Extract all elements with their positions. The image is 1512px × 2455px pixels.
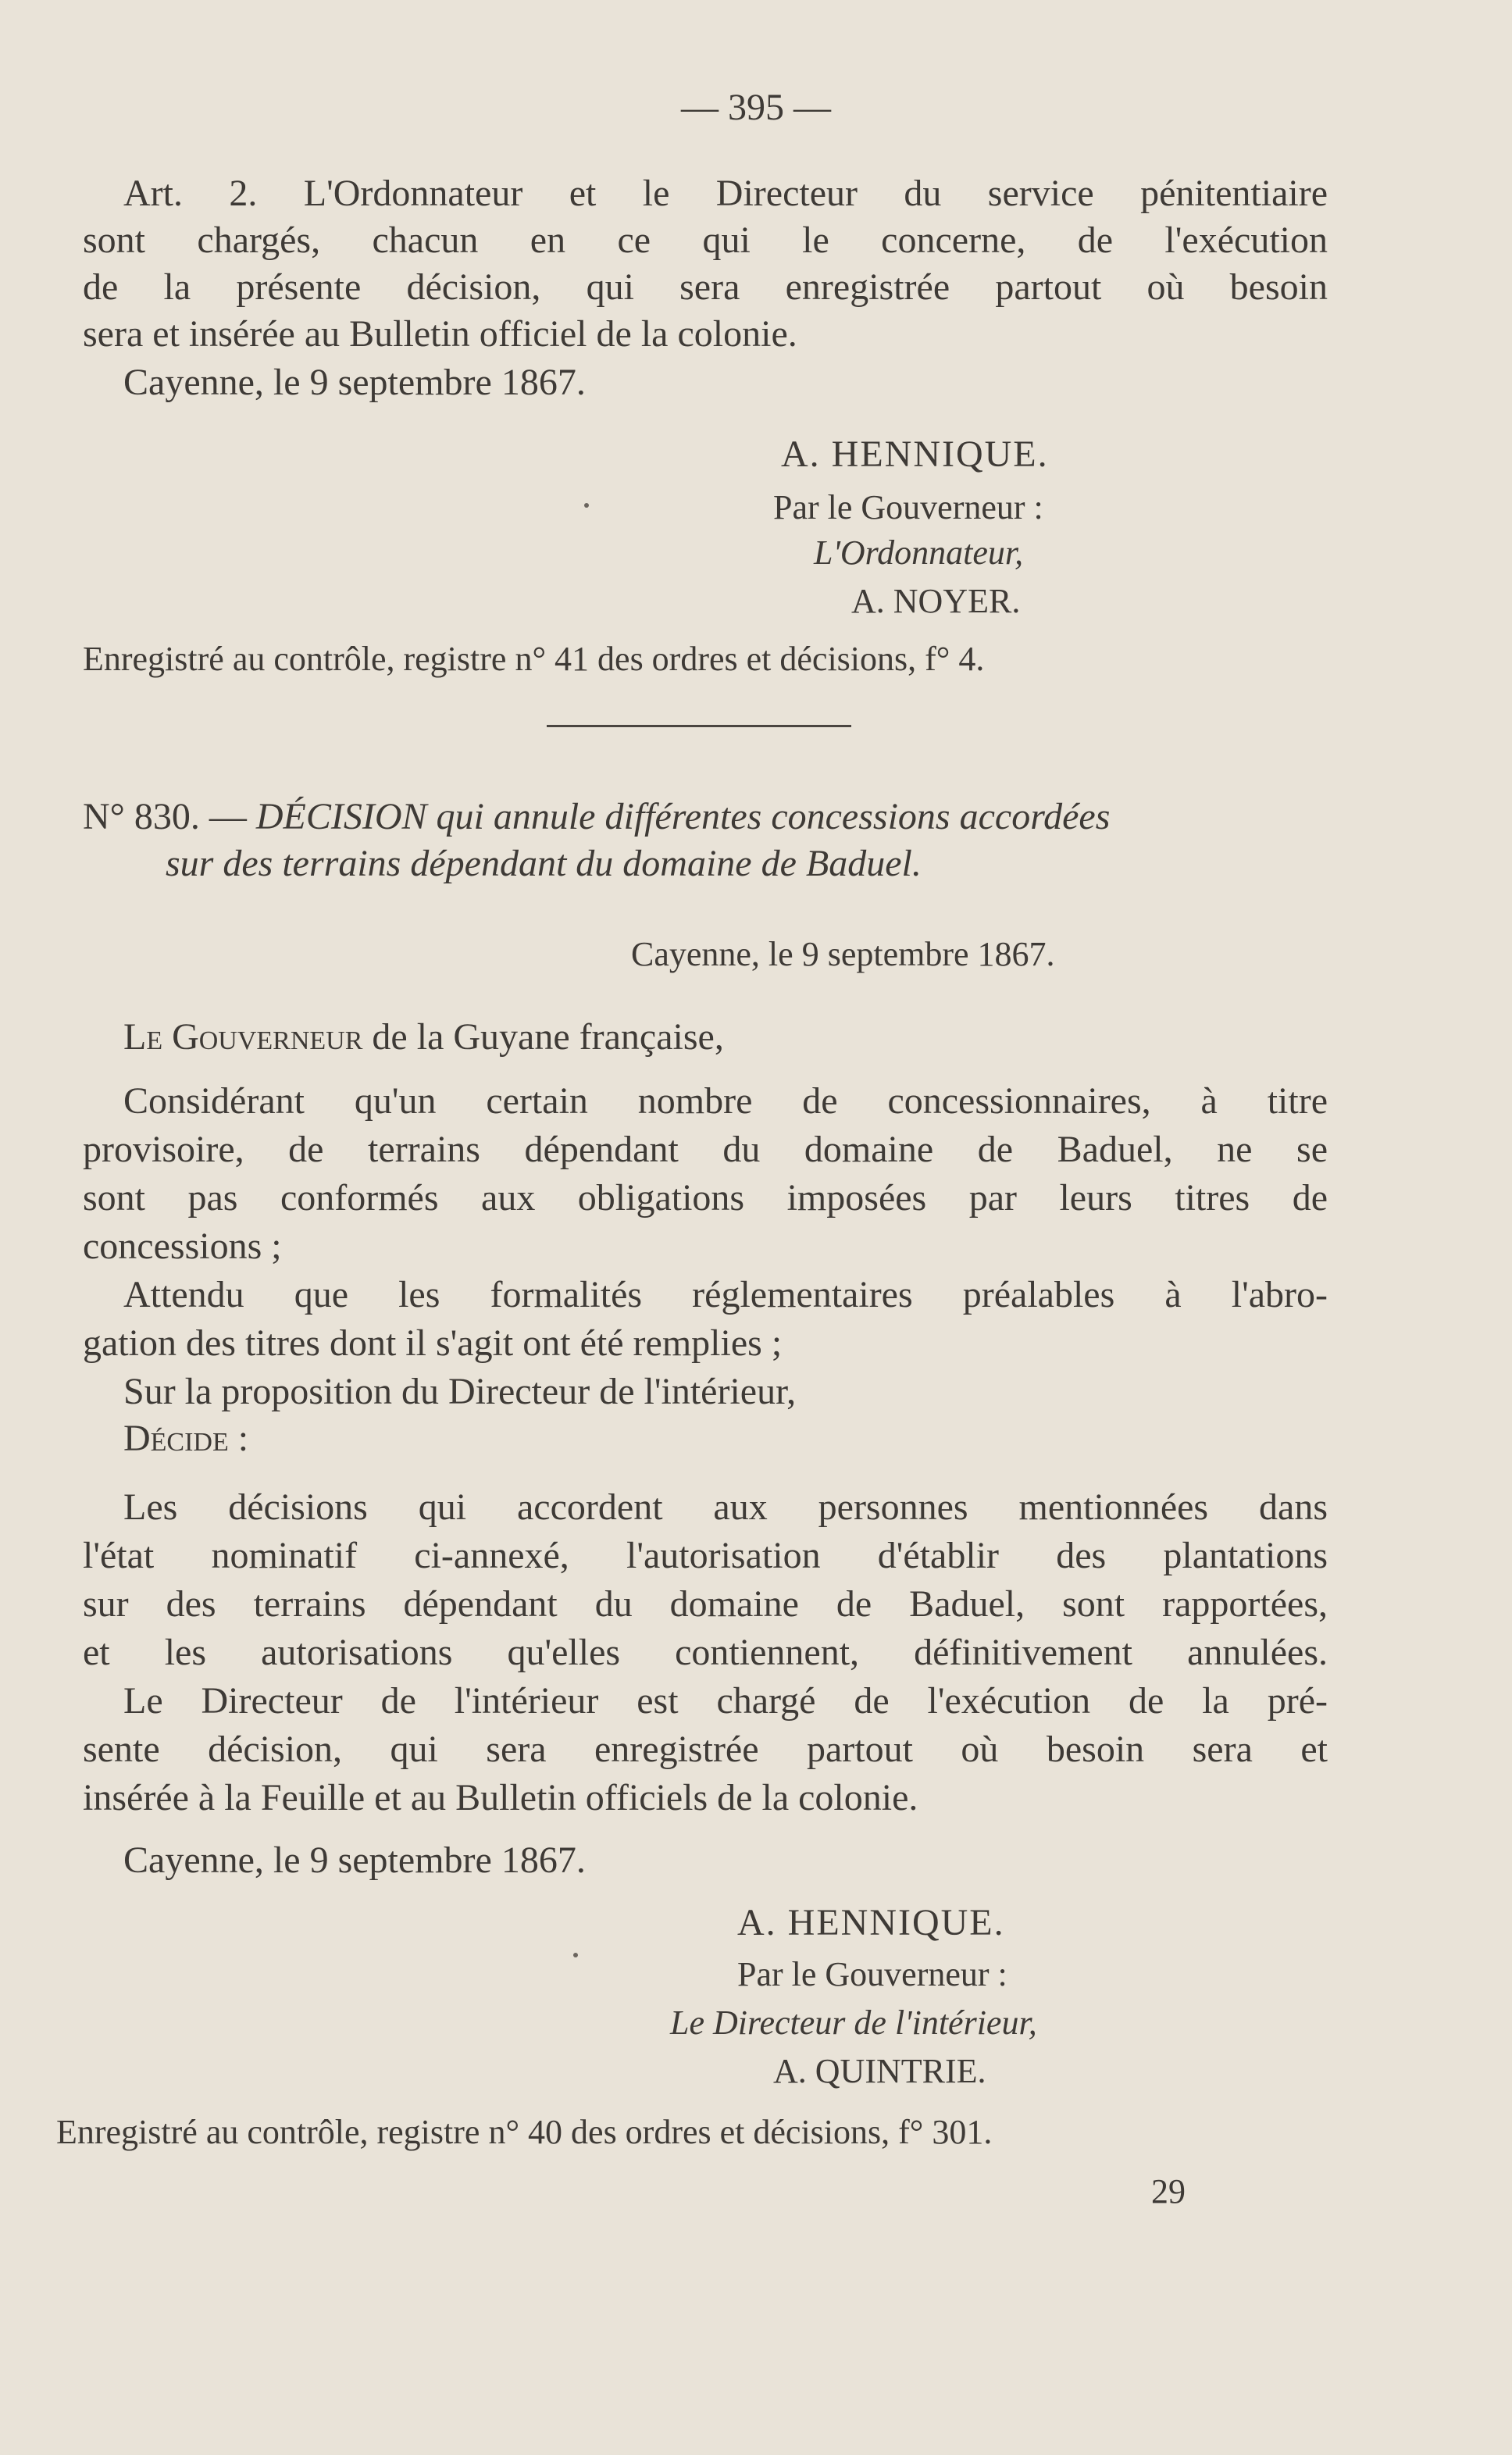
considering-line-4: concessions ; <box>83 1226 282 1267</box>
considering-line-2: provisoire, de terrains dépendant du domaine de Baduel, ne se <box>83 1129 1328 1170</box>
art2-by-governor: Par le Gouverneur : <box>773 488 1043 526</box>
art2-signature: A. HENNIQUE. <box>781 434 1049 475</box>
speck-mark-2 <box>573 1953 578 1957</box>
decision-registry: Enregistré au contrôle, registre n° 40 des ordres et décisions, f° 301. <box>56 2113 993 2151</box>
section-divider <box>547 725 851 727</box>
decision-line-1: Les décisions qui accordent aux personnes mentionnées dans <box>123 1486 1328 1528</box>
whereas-line-2: gation des titres dont il s'agit ont été remplies ; <box>83 1322 783 1364</box>
decision-signature: A. HENNIQUE. <box>737 1902 1005 1943</box>
decision-dateline: Cayenne, le 9 septembre 1867. <box>631 935 1055 973</box>
governor-rest: de la Guyane française, <box>372 1016 724 1058</box>
decision-number: N° 830. — <box>83 796 247 837</box>
decision-by-governor: Par le Gouverneur : <box>737 1955 1007 1993</box>
decision-role: Le Directeur de l'intérieur, <box>670 2004 1037 2042</box>
governor-caps: Le Gouverneur <box>123 1016 363 1058</box>
page-number: — 395 — <box>681 87 831 128</box>
considering-line-1: Considérant qu'un certain nombre de concessionnaires, à titre <box>123 1080 1328 1122</box>
decision-official: A. QUINTRIE. <box>773 2052 986 2090</box>
governor-line <box>123 1014 724 1061</box>
proposal-line: Sur la proposition du Directeur de l'intérieur, <box>123 1371 797 1412</box>
art2-line-2: sont chargés, chacun en ce qui le concerne, de l'exécution <box>83 219 1328 261</box>
art2-line-3: de la présente décision, qui sera enregistrée partout où besoin <box>83 266 1328 308</box>
speck-mark <box>584 503 589 508</box>
decision-date: Cayenne, le 9 septembre 1867. <box>123 1839 586 1881</box>
decision-line-2: l'état nominatif ci-annexé, l'autorisation d'établir des plantations <box>83 1535 1328 1576</box>
art2-date: Cayenne, le 9 septembre 1867. <box>123 362 586 403</box>
whereas-line-1: Attendu que les formalités réglementaires préalables à l'abro- <box>123 1274 1328 1315</box>
considering-line-3: sont pas conformés aux obligations imposées par leurs titres de <box>83 1177 1328 1219</box>
art2-line-1: Art. 2. L'Ordonnateur et le Directeur du service pénitentiaire <box>123 173 1328 214</box>
decision-line-5: Le Directeur de l'intérieur est chargé de l'exécution de la pré- <box>123 1680 1328 1722</box>
decision-line-7: insérée à la Feuille et au Bulletin officiels de la colonie. <box>83 1777 918 1818</box>
decide-heading: Décide : <box>123 1418 249 1459</box>
decision-line-3: sur des terrains dépendant du domaine de Baduel, sont rapportées, <box>83 1583 1328 1625</box>
decision-line-4: et les autorisations qu'elles contiennent, définitivement annulées. <box>83 1632 1328 1673</box>
decision-line-6: sente décision, qui sera enregistrée partout où besoin sera et <box>83 1729 1328 1770</box>
decision-title-text: DÉCISION qui annule différentes concessions accordées <box>255 796 1111 837</box>
art2-line-4: sera et insérée au Bulletin officiel de la colonie. <box>83 313 797 355</box>
art2-official: A. NOYER. <box>851 582 1021 620</box>
decision-title-line-1 <box>83 794 1110 840</box>
decision-title-line-2: sur des terrains dépendant du domaine de Baduel. <box>166 843 922 884</box>
signature-mark: 29 <box>1151 2172 1186 2211</box>
art2-registry: Enregistré au contrôle, registre n° 41 des ordres et décisions, f° 4. <box>83 640 985 678</box>
art2-role: L'Ordonnateur, <box>814 533 1024 572</box>
